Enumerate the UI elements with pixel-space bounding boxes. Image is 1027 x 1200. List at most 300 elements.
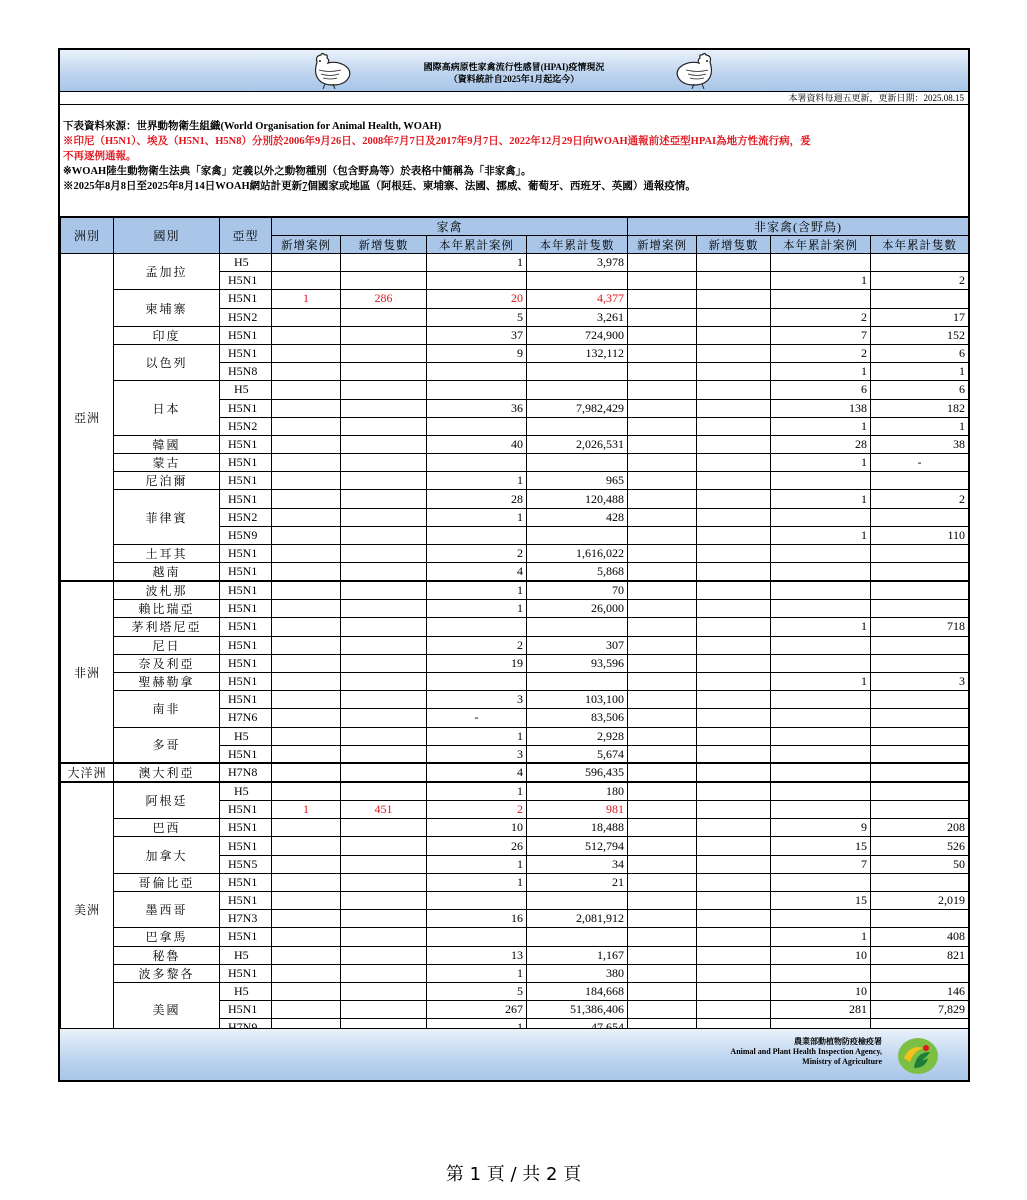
subtype-cell: H5N1: [220, 801, 272, 819]
col-poultry-0: 新增案例: [272, 236, 341, 254]
value-cell: [341, 472, 427, 490]
country-cell: 南非: [114, 691, 220, 727]
value-cell: [272, 417, 341, 435]
col-poultry-2: 本年累計案例: [427, 236, 527, 254]
value-cell: 1: [771, 672, 871, 690]
country-cell: 多哥: [114, 727, 220, 763]
value-cell: [697, 855, 771, 873]
table-row: [61, 490, 969, 508]
value-cell: [272, 490, 341, 508]
subtype-cell: H5N1: [220, 600, 272, 618]
value-cell: [272, 581, 341, 600]
subtype-cell: H5N1: [220, 472, 272, 490]
col-poultry-1: 新增隻數: [341, 236, 427, 254]
value-cell: [871, 873, 969, 891]
value-cell: 5,868: [527, 563, 628, 582]
subtype-cell: H5N1: [220, 819, 272, 837]
value-cell: [628, 928, 697, 946]
endemic-note: ※印尼（H5N1）、埃及（H5N1、H5N8）分別於2006年9月26日、2008年7月7日及2017年9月7日、2022年12月29日向WOAH通報前述亞型HPAI為地方性流行病，爰: [63, 136, 811, 147]
country-cell: 聖赫勒拿: [114, 672, 220, 690]
value-cell: [341, 782, 427, 800]
table-row: [61, 618, 969, 636]
value-cell: [697, 581, 771, 600]
value-cell: 70: [527, 581, 628, 600]
value-cell: [427, 672, 527, 690]
value-cell: [527, 454, 628, 472]
value-cell: [628, 964, 697, 982]
col-nonpoultry-0: 新增案例: [628, 236, 697, 254]
value-cell: [341, 946, 427, 964]
value-cell: [272, 654, 341, 672]
subtype-cell: H5N2: [220, 508, 272, 526]
value-cell: 26: [427, 837, 527, 855]
page-number: 第 1 頁 / 共 2 頁: [445, 1164, 582, 1185]
value-cell: [871, 745, 969, 763]
value-cell: [871, 801, 969, 819]
value-cell: [697, 545, 771, 563]
continent-cell: 非洲: [61, 581, 114, 763]
value-cell: [341, 435, 427, 453]
subtype-cell: H5: [220, 381, 272, 399]
value-cell: [628, 654, 697, 672]
value-cell: [272, 363, 341, 381]
subtype-cell: H5N2: [220, 308, 272, 326]
value-cell: 281: [771, 1001, 871, 1019]
country-cell: 巴西: [114, 819, 220, 837]
value-cell: 120,488: [527, 490, 628, 508]
value-cell: [272, 508, 341, 526]
value-cell: 146: [871, 982, 969, 1000]
subtype-cell: H5N5: [220, 855, 272, 873]
value-cell: [771, 508, 871, 526]
value-cell: 451: [341, 801, 427, 819]
value-cell: [697, 490, 771, 508]
subtype-cell: H5N1: [220, 1001, 272, 1019]
country-cell: 秘魯: [114, 946, 220, 964]
report-subtitle: （資料統計自2025年1月起迄今）: [448, 74, 580, 84]
value-cell: [527, 417, 628, 435]
value-cell: [341, 363, 427, 381]
value-cell: [272, 709, 341, 727]
value-cell: [628, 290, 697, 308]
value-cell: [871, 600, 969, 618]
value-cell: 3: [871, 672, 969, 690]
value-cell: [697, 454, 771, 472]
value-cell: [272, 545, 341, 563]
subtype-cell: H7N6: [220, 709, 272, 727]
value-cell: 132,112: [527, 344, 628, 362]
value-cell: [628, 508, 697, 526]
col-group-nonpoultry: 非家禽(含野鳥): [628, 218, 969, 236]
value-cell: [697, 526, 771, 544]
value-cell: [341, 745, 427, 763]
subtype-cell: H5N1: [220, 672, 272, 690]
value-cell: [527, 363, 628, 381]
value-cell: [771, 873, 871, 891]
value-cell: 1: [771, 490, 871, 508]
value-cell: 28: [771, 435, 871, 453]
value-cell: 596,435: [527, 763, 628, 782]
subtype-cell: H5N1: [220, 435, 272, 453]
value-cell: 7: [771, 326, 871, 344]
source-note: 下表資料來源：世界動物衛生組織(World Organisation for Animal Health, WOAH): [63, 121, 442, 132]
value-cell: 6: [771, 381, 871, 399]
value-cell: [628, 272, 697, 290]
value-cell: [628, 672, 697, 690]
value-cell: [628, 454, 697, 472]
value-cell: [697, 672, 771, 690]
value-cell: [628, 982, 697, 1000]
value-cell: [697, 727, 771, 745]
table-row: [61, 763, 969, 782]
value-cell: [697, 928, 771, 946]
value-cell: [628, 381, 697, 399]
value-cell: 526: [871, 837, 969, 855]
value-cell: [341, 344, 427, 362]
value-cell: [771, 600, 871, 618]
table-row: [61, 892, 969, 910]
value-cell: [771, 727, 871, 745]
value-cell: 50: [871, 855, 969, 873]
subtype-cell: H5N1: [220, 272, 272, 290]
subtype-cell: H5N1: [220, 344, 272, 362]
value-cell: [427, 454, 527, 472]
col-country: 國別: [114, 218, 220, 254]
value-cell: 3,261: [527, 308, 628, 326]
country-cell: 波多黎各: [114, 964, 220, 982]
value-cell: [871, 691, 969, 709]
value-cell: [628, 1001, 697, 1019]
col-subtype: 亞型: [220, 218, 272, 254]
value-cell: [341, 910, 427, 928]
value-cell: [771, 472, 871, 490]
value-cell: [771, 545, 871, 563]
value-cell: 965: [527, 472, 628, 490]
value-cell: [697, 910, 771, 928]
value-cell: [628, 308, 697, 326]
value-cell: 1: [272, 290, 341, 308]
value-cell: 2,019: [871, 892, 969, 910]
agency-name: [730, 1037, 882, 1067]
value-cell: [527, 526, 628, 544]
value-cell: [341, 600, 427, 618]
value-cell: [771, 910, 871, 928]
subtype-cell: H5: [220, 946, 272, 964]
value-cell: [527, 618, 628, 636]
value-cell: [341, 1001, 427, 1019]
value-cell: 1: [771, 272, 871, 290]
ministry-name-en: Ministry of Agriculture: [802, 1057, 882, 1066]
value-cell: [697, 381, 771, 399]
value-cell: [871, 910, 969, 928]
value-cell: [871, 254, 969, 272]
table-row: [61, 727, 969, 745]
value-cell: 4: [427, 563, 527, 582]
value-cell: [427, 526, 527, 544]
value-cell: [771, 964, 871, 982]
value-cell: 103,100: [527, 691, 628, 709]
value-cell: [628, 618, 697, 636]
country-cell: 尼日: [114, 636, 220, 654]
agency-name-zh: 農業部動植物防疫檢疫署: [794, 1037, 882, 1046]
value-cell: [628, 946, 697, 964]
value-cell: [771, 581, 871, 600]
table-row: [61, 819, 969, 837]
value-cell: [341, 417, 427, 435]
value-cell: [527, 272, 628, 290]
value-cell: 5: [427, 982, 527, 1000]
value-cell: [341, 819, 427, 837]
value-cell: [697, 654, 771, 672]
country-cell: 美國: [114, 982, 220, 1037]
weekly-update-count: 7: [302, 181, 308, 192]
value-cell: [697, 1001, 771, 1019]
value-cell: [341, 672, 427, 690]
value-cell: [871, 964, 969, 982]
value-cell: 2: [427, 801, 527, 819]
value-cell: 1: [771, 618, 871, 636]
value-cell: [527, 928, 628, 946]
subtype-cell: H5N1: [220, 618, 272, 636]
value-cell: 1: [427, 600, 527, 618]
subtype-cell: H5N1: [220, 563, 272, 582]
value-cell: [272, 563, 341, 582]
subtype-cell: H5N1: [220, 326, 272, 344]
subtype-cell: H5N1: [220, 654, 272, 672]
table-row: [61, 435, 969, 453]
value-cell: [341, 454, 427, 472]
value-cell: -: [427, 709, 527, 727]
agency-name-en: Animal and Plant Health Inspection Agency,: [730, 1047, 882, 1056]
value-cell: [272, 272, 341, 290]
country-cell: 土耳其: [114, 545, 220, 563]
value-cell: [697, 417, 771, 435]
table-row: [61, 873, 969, 891]
value-cell: [871, 782, 969, 800]
value-cell: [628, 855, 697, 873]
subtype-cell: H5: [220, 782, 272, 800]
col-group-poultry: 家禽: [272, 218, 628, 236]
country-cell: 以色列: [114, 344, 220, 380]
value-cell: [628, 545, 697, 563]
value-cell: [272, 782, 341, 800]
value-cell: [628, 490, 697, 508]
value-cell: [697, 563, 771, 582]
value-cell: [697, 819, 771, 837]
value-cell: [341, 982, 427, 1000]
value-cell: [272, 326, 341, 344]
subtype-cell: H5N1: [220, 964, 272, 982]
value-cell: [272, 892, 341, 910]
value-cell: 981: [527, 801, 628, 819]
table-row: [61, 982, 969, 1000]
value-cell: [341, 636, 427, 654]
value-cell: 93,596: [527, 654, 628, 672]
value-cell: [628, 745, 697, 763]
value-cell: [771, 290, 871, 308]
country-cell: 孟加拉: [114, 254, 220, 290]
value-cell: [697, 254, 771, 272]
value-cell: 152: [871, 326, 969, 344]
subtype-cell: H5: [220, 727, 272, 745]
col-poultry-3: 本年累計隻數: [527, 236, 628, 254]
col-nonpoultry-3: 本年累計隻數: [871, 236, 969, 254]
value-cell: 307: [527, 636, 628, 654]
value-cell: 20: [427, 290, 527, 308]
value-cell: [697, 982, 771, 1000]
value-cell: [341, 855, 427, 873]
value-cell: [697, 308, 771, 326]
value-cell: [697, 600, 771, 618]
value-cell: [697, 801, 771, 819]
value-cell: [272, 454, 341, 472]
subtype-cell: H7N3: [220, 910, 272, 928]
value-cell: [628, 636, 697, 654]
value-cell: [341, 381, 427, 399]
table-row: [61, 454, 969, 472]
value-cell: [697, 472, 771, 490]
value-cell: 380: [527, 964, 628, 982]
value-cell: [272, 344, 341, 362]
value-cell: 13: [427, 946, 527, 964]
value-cell: [628, 709, 697, 727]
value-cell: 21: [527, 873, 628, 891]
value-cell: [697, 709, 771, 727]
value-cell: [272, 964, 341, 982]
value-cell: [628, 600, 697, 618]
value-cell: 19: [427, 654, 527, 672]
value-cell: 2,081,912: [527, 910, 628, 928]
value-cell: [697, 618, 771, 636]
country-cell: 蒙古: [114, 454, 220, 472]
value-cell: [272, 381, 341, 399]
table-row: [61, 563, 969, 582]
value-cell: [871, 709, 969, 727]
value-cell: [628, 254, 697, 272]
country-cell: 菲律賓: [114, 490, 220, 545]
subtype-cell: H5N9: [220, 526, 272, 544]
value-cell: 408: [871, 928, 969, 946]
table-row: [61, 254, 969, 272]
table-row: [61, 545, 969, 563]
value-cell: [871, 472, 969, 490]
value-cell: [697, 636, 771, 654]
value-cell: [697, 290, 771, 308]
update-date-note: 本署資料每週五更新，更新日期：2025.08.15: [60, 92, 968, 105]
value-cell: [628, 344, 697, 362]
country-cell: 賴比瑞亞: [114, 600, 220, 618]
value-cell: [272, 1001, 341, 1019]
value-cell: 5,674: [527, 745, 628, 763]
value-cell: [628, 563, 697, 582]
value-cell: 1: [427, 855, 527, 873]
value-cell: [341, 581, 427, 600]
value-cell: [272, 928, 341, 946]
weekly-update-note: [63, 179, 968, 194]
value-cell: [771, 782, 871, 800]
value-cell: [341, 709, 427, 727]
value-cell: 4,377: [527, 290, 628, 308]
value-cell: 1: [427, 873, 527, 891]
value-cell: 37: [427, 326, 527, 344]
country-cell: 茅利塔尼亞: [114, 618, 220, 636]
value-cell: 267: [427, 1001, 527, 1019]
value-cell: [272, 745, 341, 763]
table-row: [61, 964, 969, 982]
value-cell: 2,928: [527, 727, 628, 745]
value-cell: [527, 672, 628, 690]
value-cell: [341, 508, 427, 526]
value-cell: 1: [871, 417, 969, 435]
value-cell: [272, 526, 341, 544]
chicken-icon: [672, 52, 722, 90]
value-cell: 2: [427, 636, 527, 654]
value-cell: [697, 435, 771, 453]
table-row: [61, 600, 969, 618]
country-cell: 奈及利亞: [114, 654, 220, 672]
country-cell: 越南: [114, 563, 220, 582]
value-cell: [771, 254, 871, 272]
value-cell: 724,900: [527, 326, 628, 344]
value-cell: 6: [871, 344, 969, 362]
value-cell: [341, 763, 427, 782]
value-cell: [341, 691, 427, 709]
table-row: [61, 344, 969, 362]
value-cell: [771, 563, 871, 582]
value-cell: [341, 964, 427, 982]
value-cell: 110: [871, 526, 969, 544]
value-cell: [341, 727, 427, 745]
value-cell: 10: [771, 982, 871, 1000]
subtype-cell: H5N1: [220, 691, 272, 709]
value-cell: 1: [427, 581, 527, 600]
value-cell: 2: [771, 344, 871, 362]
value-cell: 7,829: [871, 1001, 969, 1019]
value-cell: [628, 472, 697, 490]
value-cell: [341, 563, 427, 582]
country-cell: 波札那: [114, 581, 220, 600]
value-cell: [628, 399, 697, 417]
value-cell: [697, 873, 771, 891]
continent-cell: 亞洲: [61, 254, 114, 582]
report-title: 國際高病原性家禽流行性感冒(HPAI)疫情現況: [423, 62, 605, 72]
subtype-cell: H5N1: [220, 873, 272, 891]
value-cell: 36: [427, 399, 527, 417]
value-cell: [272, 308, 341, 326]
subtype-cell: H5N1: [220, 892, 272, 910]
value-cell: [628, 363, 697, 381]
country-cell: 哥倫比亞: [114, 873, 220, 891]
value-cell: 40: [427, 435, 527, 453]
value-cell: 1: [427, 964, 527, 982]
value-cell: [871, 654, 969, 672]
hpai-outbreak-table: [60, 217, 969, 1038]
country-cell: 日本: [114, 381, 220, 436]
value-cell: [341, 399, 427, 417]
value-cell: [341, 308, 427, 326]
value-cell: [697, 691, 771, 709]
value-cell: 512,794: [527, 837, 628, 855]
value-cell: [697, 892, 771, 910]
table-row: [61, 928, 969, 946]
country-cell: 尼泊爾: [114, 472, 220, 490]
value-cell: 821: [871, 946, 969, 964]
value-cell: 3,978: [527, 254, 628, 272]
country-cell: 墨西哥: [114, 892, 220, 928]
country-cell: 柬埔寨: [114, 290, 220, 326]
value-cell: 10: [427, 819, 527, 837]
subtype-cell: H5: [220, 982, 272, 1000]
